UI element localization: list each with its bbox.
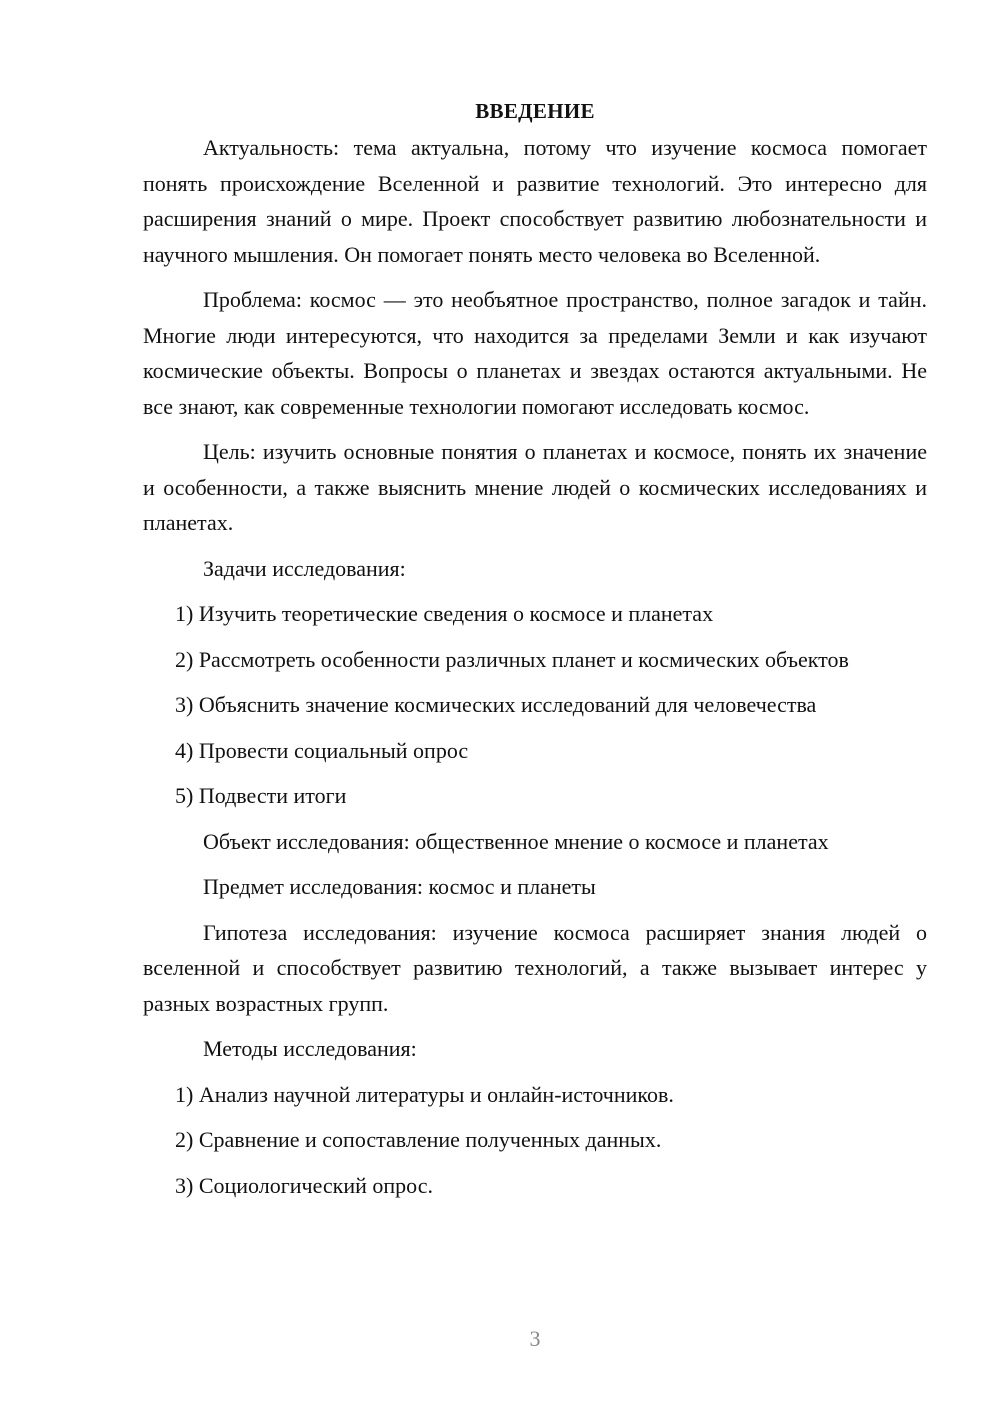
task-item-1: 1) Изучить теоретические сведения о космосе и планетах bbox=[175, 601, 714, 626]
task-item-2: 2) Рассмотреть особенности различных планет и космических объектов bbox=[175, 646, 849, 672]
problem-paragraph: Проблема: космос — это необъятное пространство, полное загадок и тайн. Многие люди интересуются, что находится за пределами Земли и как изучают космические объекты. Вопросы о планетах и звездах остаются актуальными. Не все знают, как современные технологии помогают исследовать космос. bbox=[143, 287, 927, 419]
task-item-5: 5) Подвести итоги bbox=[175, 783, 347, 808]
section-title: ВВЕДЕНИЕ bbox=[475, 99, 595, 123]
method-item-3: 3) Социологический опрос. bbox=[175, 1172, 433, 1198]
goal-paragraph: Цель: изучить основные понятия о планетах и космосе, понять их значение и особенности, а также выяснить мнение людей о космических исследованиях и планетах. bbox=[143, 439, 927, 535]
task-item-4: 4) Провести социальный опрос bbox=[175, 737, 469, 763]
task-item-3: 3) Объяснить значение космических исследований для человечества bbox=[175, 692, 817, 717]
methods-heading: Методы исследования: bbox=[203, 1036, 417, 1061]
research-object: Объект исследования: общественное мнение о космосе и планетах bbox=[203, 828, 829, 854]
relevance-paragraph: Актуальность: тема актуальна, потому что изучение космоса помогает понять происхождение Вселенной и развитие технологий. Это интересно для расширения знаний о мире. Проект способствует развитию любознательности и научного мышления. Он помогает понять место человека во Вселенной. bbox=[143, 135, 927, 267]
hypothesis-paragraph: Гипотеза исследования: изучение космоса расширяет знания людей о вселенной и способствует развитию технологий, а также вызывает интерес у разных возрастных групп. bbox=[143, 919, 927, 1016]
method-item-1: 1) Анализ научной литературы и онлайн-источников. bbox=[175, 1081, 674, 1107]
research-subject: Предмет исследования: космос и планеты bbox=[203, 874, 596, 899]
method-item-2: 2) Сравнение и сопоставление полученных данных. bbox=[175, 1127, 662, 1152]
page-number: 3 bbox=[529, 1326, 541, 1351]
tasks-heading: Задачи исследования: bbox=[203, 555, 406, 581]
document-content bbox=[143, 94, 927, 1213]
